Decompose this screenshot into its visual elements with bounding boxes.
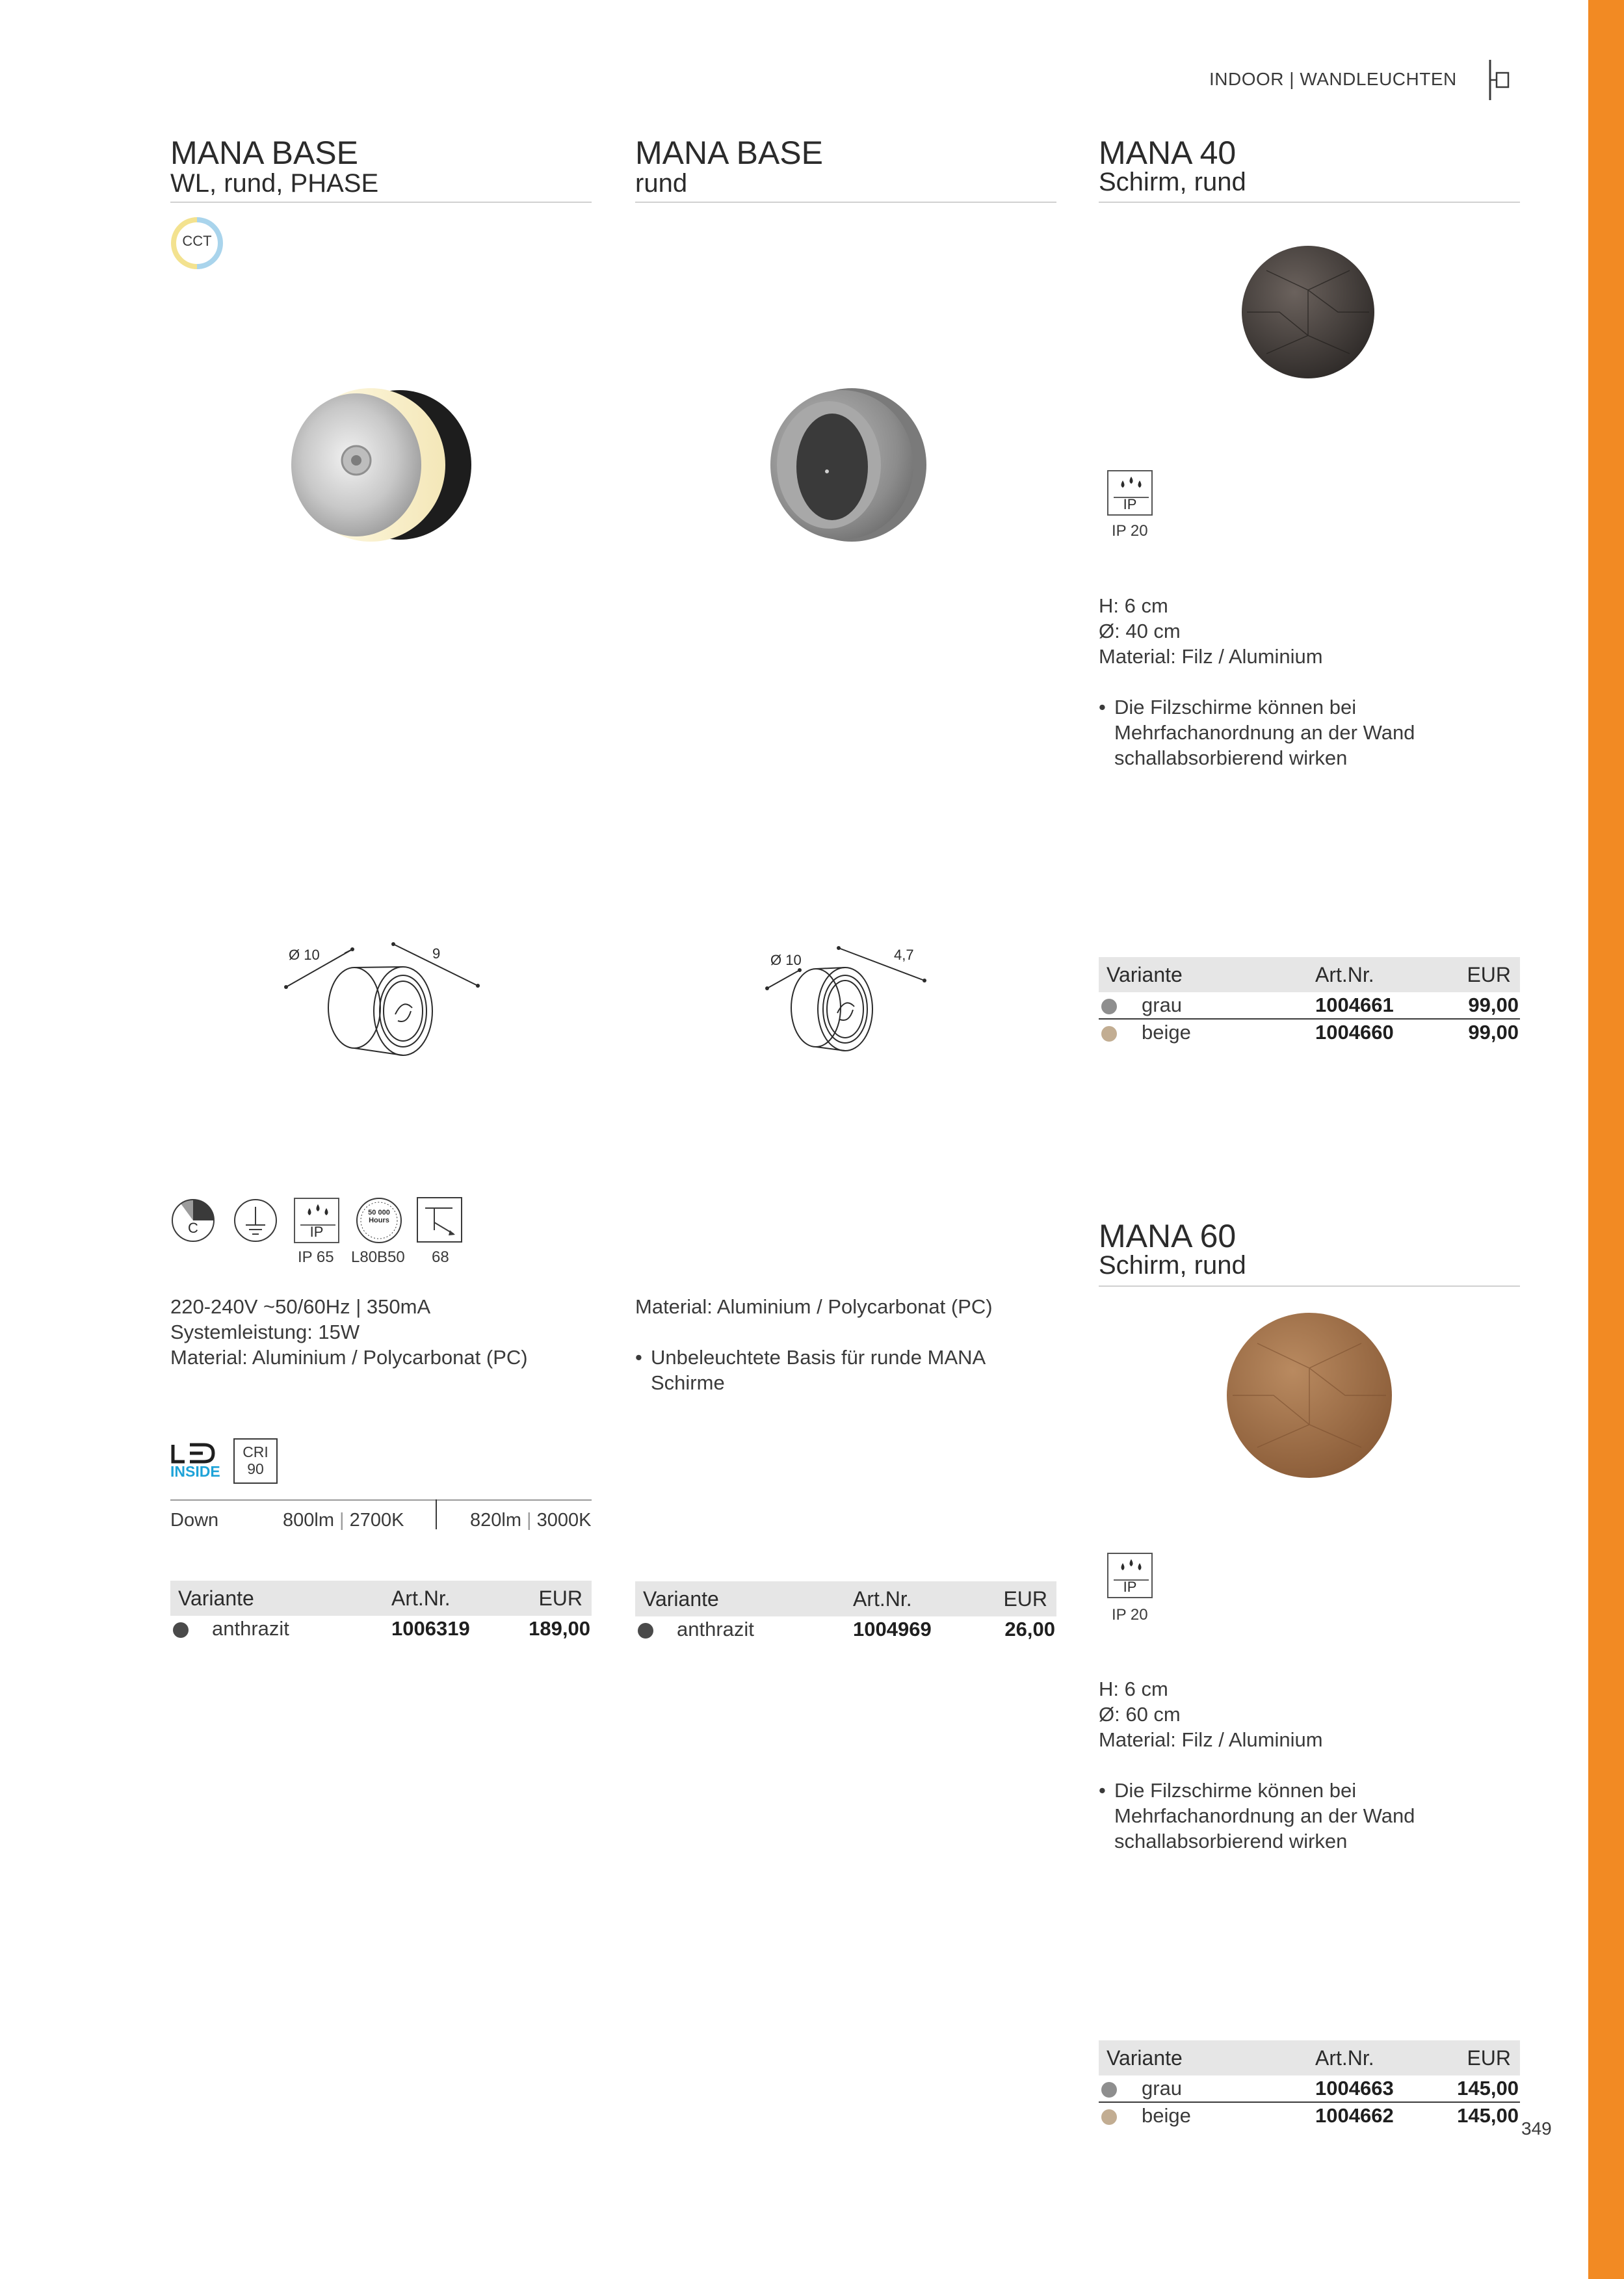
spec-power: Systemleistung: 15W xyxy=(170,1321,360,1343)
price: 99,00 xyxy=(1468,1021,1519,1044)
led-icon xyxy=(170,1442,217,1466)
dimension-height: 4,7 xyxy=(894,947,914,963)
header-art-nr: Art.Nr. xyxy=(391,1587,451,1610)
header-art-nr: Art.Nr. xyxy=(853,1587,912,1611)
table-header xyxy=(1099,2040,1520,2075)
projection-icon xyxy=(416,1196,463,1243)
art-number: 1004661 xyxy=(1315,994,1394,1016)
color-swatch xyxy=(1101,999,1117,1014)
price: 26,00 xyxy=(1004,1618,1055,1640)
spec-material: Material: Aluminium / Polycarbonat (PC) xyxy=(170,1346,528,1369)
product-subtitle: Schirm, rund xyxy=(1099,1251,1246,1280)
bullet-line: Unbeleuchtete Basis für runde MANA xyxy=(651,1346,986,1369)
bullet-line: Schirme xyxy=(651,1371,725,1394)
lifetime-hours: 50 000 Hours xyxy=(368,1209,390,1224)
variant-table xyxy=(1099,2040,1520,2129)
lumen-temp: 2700K xyxy=(349,1510,404,1531)
header-eur: EUR xyxy=(1003,1587,1047,1611)
table-header xyxy=(1099,957,1520,992)
art-number: 1004662 xyxy=(1315,2104,1394,2127)
header-variant: Variante xyxy=(1107,2046,1183,2070)
art-number: 1004660 xyxy=(1315,1021,1394,1044)
ip-rating-label: IP 65 xyxy=(298,1248,334,1266)
table-row xyxy=(635,1616,1056,1642)
product-title: MANA BASE xyxy=(170,135,358,171)
ip-rating-symbol: IP xyxy=(309,1224,324,1240)
bullet-line: schallabsorbierend wirken xyxy=(1114,746,1348,769)
bullet-line: Die Filzschirme können bei xyxy=(1114,696,1357,718)
table-header xyxy=(635,1581,1056,1616)
color-swatch xyxy=(1101,2082,1117,2098)
color-swatch xyxy=(638,1623,653,1639)
ip-rating-symbol: IP xyxy=(1123,496,1137,512)
header-eur: EUR xyxy=(1467,963,1511,986)
feature-bullet: • Die Filzschirme können bei Mehrfachanordnung an der Wand schallabsorbierend wirken xyxy=(1099,694,1515,771)
accent-side-bar xyxy=(1588,0,1624,2279)
section-header: INDOOR | WANDLEUCHTEN xyxy=(1209,69,1457,89)
lumen-divider xyxy=(170,1499,592,1501)
variant-name: anthrazit xyxy=(212,1617,289,1640)
bullet-line: Die Filzschirme können bei xyxy=(1114,1779,1357,1802)
dimension-height: 9 xyxy=(432,945,441,962)
spec-diameter: Ø: 40 cm xyxy=(1099,620,1181,642)
art-number: 1004969 xyxy=(853,1618,932,1640)
price: 99,00 xyxy=(1468,994,1519,1016)
lifetime-label: L80B50 xyxy=(351,1248,405,1266)
ip-rating-label: IP 20 xyxy=(1112,1606,1148,1624)
cri-badge xyxy=(233,1438,278,1484)
page-number: 349 xyxy=(1521,2118,1552,2139)
header-art-nr: Art.Nr. xyxy=(1315,2046,1374,2070)
header-art-nr: Art.Nr. xyxy=(1315,963,1374,986)
header-variant: Variante xyxy=(178,1587,254,1610)
lumen-label: Down xyxy=(170,1510,219,1531)
table-row xyxy=(1099,2075,1520,2103)
art-number: 1004663 xyxy=(1315,2077,1394,2100)
ip-rating-symbol: IP xyxy=(1123,1579,1137,1595)
projection-label: 68 xyxy=(432,1248,449,1266)
cri-value: 90 xyxy=(247,1460,264,1477)
title-divider xyxy=(1099,1285,1520,1287)
table-header xyxy=(170,1581,592,1616)
spec-diameter: Ø: 60 cm xyxy=(1099,1703,1181,1726)
bullet-line: schallabsorbierend wirken xyxy=(1114,1830,1348,1852)
lumen-separator xyxy=(436,1499,437,1529)
product-title: MANA 60 xyxy=(1099,1218,1237,1254)
led-inside-label: INSIDE xyxy=(170,1463,220,1480)
header-eur: EUR xyxy=(1467,2046,1511,2070)
feature-bullet: • Unbeleuchtete Basis für runde MANA Schirme xyxy=(635,1345,1051,1395)
variant-name: grau xyxy=(1142,994,1183,1016)
dimension-diameter: Ø 10 xyxy=(770,952,802,968)
dimmable-icon-label: C xyxy=(188,1220,198,1236)
cct-badge-label: CCT xyxy=(182,233,212,249)
art-number: 1006319 xyxy=(391,1617,470,1640)
table-row xyxy=(1099,992,1520,1020)
ip-rating-label: IP 20 xyxy=(1112,522,1148,540)
product-title: MANA BASE xyxy=(635,135,823,171)
mana-base-phase-photo xyxy=(280,384,488,553)
table-row xyxy=(170,1616,592,1642)
product-title: MANA 40 xyxy=(1099,135,1237,171)
feature-bullet: • Die Filzschirme können bei Mehrfachanordnung an der Wand schallabsorbierend wirken xyxy=(1099,1778,1515,1854)
product-subtitle: rund xyxy=(635,169,688,198)
header-eur: EUR xyxy=(538,1587,583,1610)
lumen-flux: 800lm xyxy=(283,1510,334,1531)
variant-name: anthrazit xyxy=(677,1618,754,1640)
product-subtitle: Schirm, rund xyxy=(1099,168,1246,196)
lumen-temp: 3000K xyxy=(536,1510,592,1531)
mana-40-grau-photo xyxy=(1240,244,1376,380)
price: 145,00 xyxy=(1457,2077,1519,2100)
title-divider xyxy=(170,202,592,203)
spec-voltage: 220-240V ~50/60Hz | 350mA xyxy=(170,1295,431,1318)
variant-name: beige xyxy=(1142,2104,1191,2127)
color-swatch xyxy=(173,1622,189,1638)
color-swatch xyxy=(1101,2109,1117,2125)
title-divider xyxy=(1099,202,1520,203)
variant-table xyxy=(635,1581,1056,1642)
product-subtitle: WL, rund, PHASE xyxy=(170,169,379,198)
price: 189,00 xyxy=(529,1617,590,1640)
variant-table xyxy=(170,1581,592,1642)
lumen-value-warm: 800lm | 2700K xyxy=(283,1510,404,1531)
header-variant: Variante xyxy=(1107,963,1183,986)
spec-height: H: 6 cm xyxy=(1099,594,1168,617)
color-swatch xyxy=(1101,1026,1117,1042)
variant-table xyxy=(1099,957,1520,1046)
spec-material: Material: Filz / Aluminium xyxy=(1099,645,1323,668)
spec-material: Material: Aluminium / Polycarbonat (PC) xyxy=(635,1295,993,1318)
wall-lamp-icon xyxy=(1487,59,1513,101)
variant-name: grau xyxy=(1142,2077,1183,2100)
bullet-line: Mehrfachanordnung an der Wand xyxy=(1114,721,1415,744)
variant-name: beige xyxy=(1142,1021,1191,1044)
lumen-flux: 820lm xyxy=(470,1510,521,1531)
lumen-value-neutral: 820lm | 3000K xyxy=(470,1510,592,1531)
dimension-diameter: Ø 10 xyxy=(289,947,320,963)
header-variant: Variante xyxy=(643,1587,719,1611)
spec-material: Material: Filz / Aluminium xyxy=(1099,1728,1323,1751)
mana-60-beige-photo xyxy=(1225,1311,1394,1480)
protection-class-icon xyxy=(233,1198,278,1243)
cri-label: CRI xyxy=(242,1443,268,1460)
table-row xyxy=(1099,1020,1520,1046)
table-row xyxy=(1099,2103,1520,2129)
price: 145,00 xyxy=(1457,2104,1519,2127)
spec-height: H: 6 cm xyxy=(1099,1678,1168,1700)
bullet-line: Mehrfachanordnung an der Wand xyxy=(1114,1804,1415,1827)
mana-base-rund-photo xyxy=(761,384,930,546)
title-divider xyxy=(635,202,1056,203)
